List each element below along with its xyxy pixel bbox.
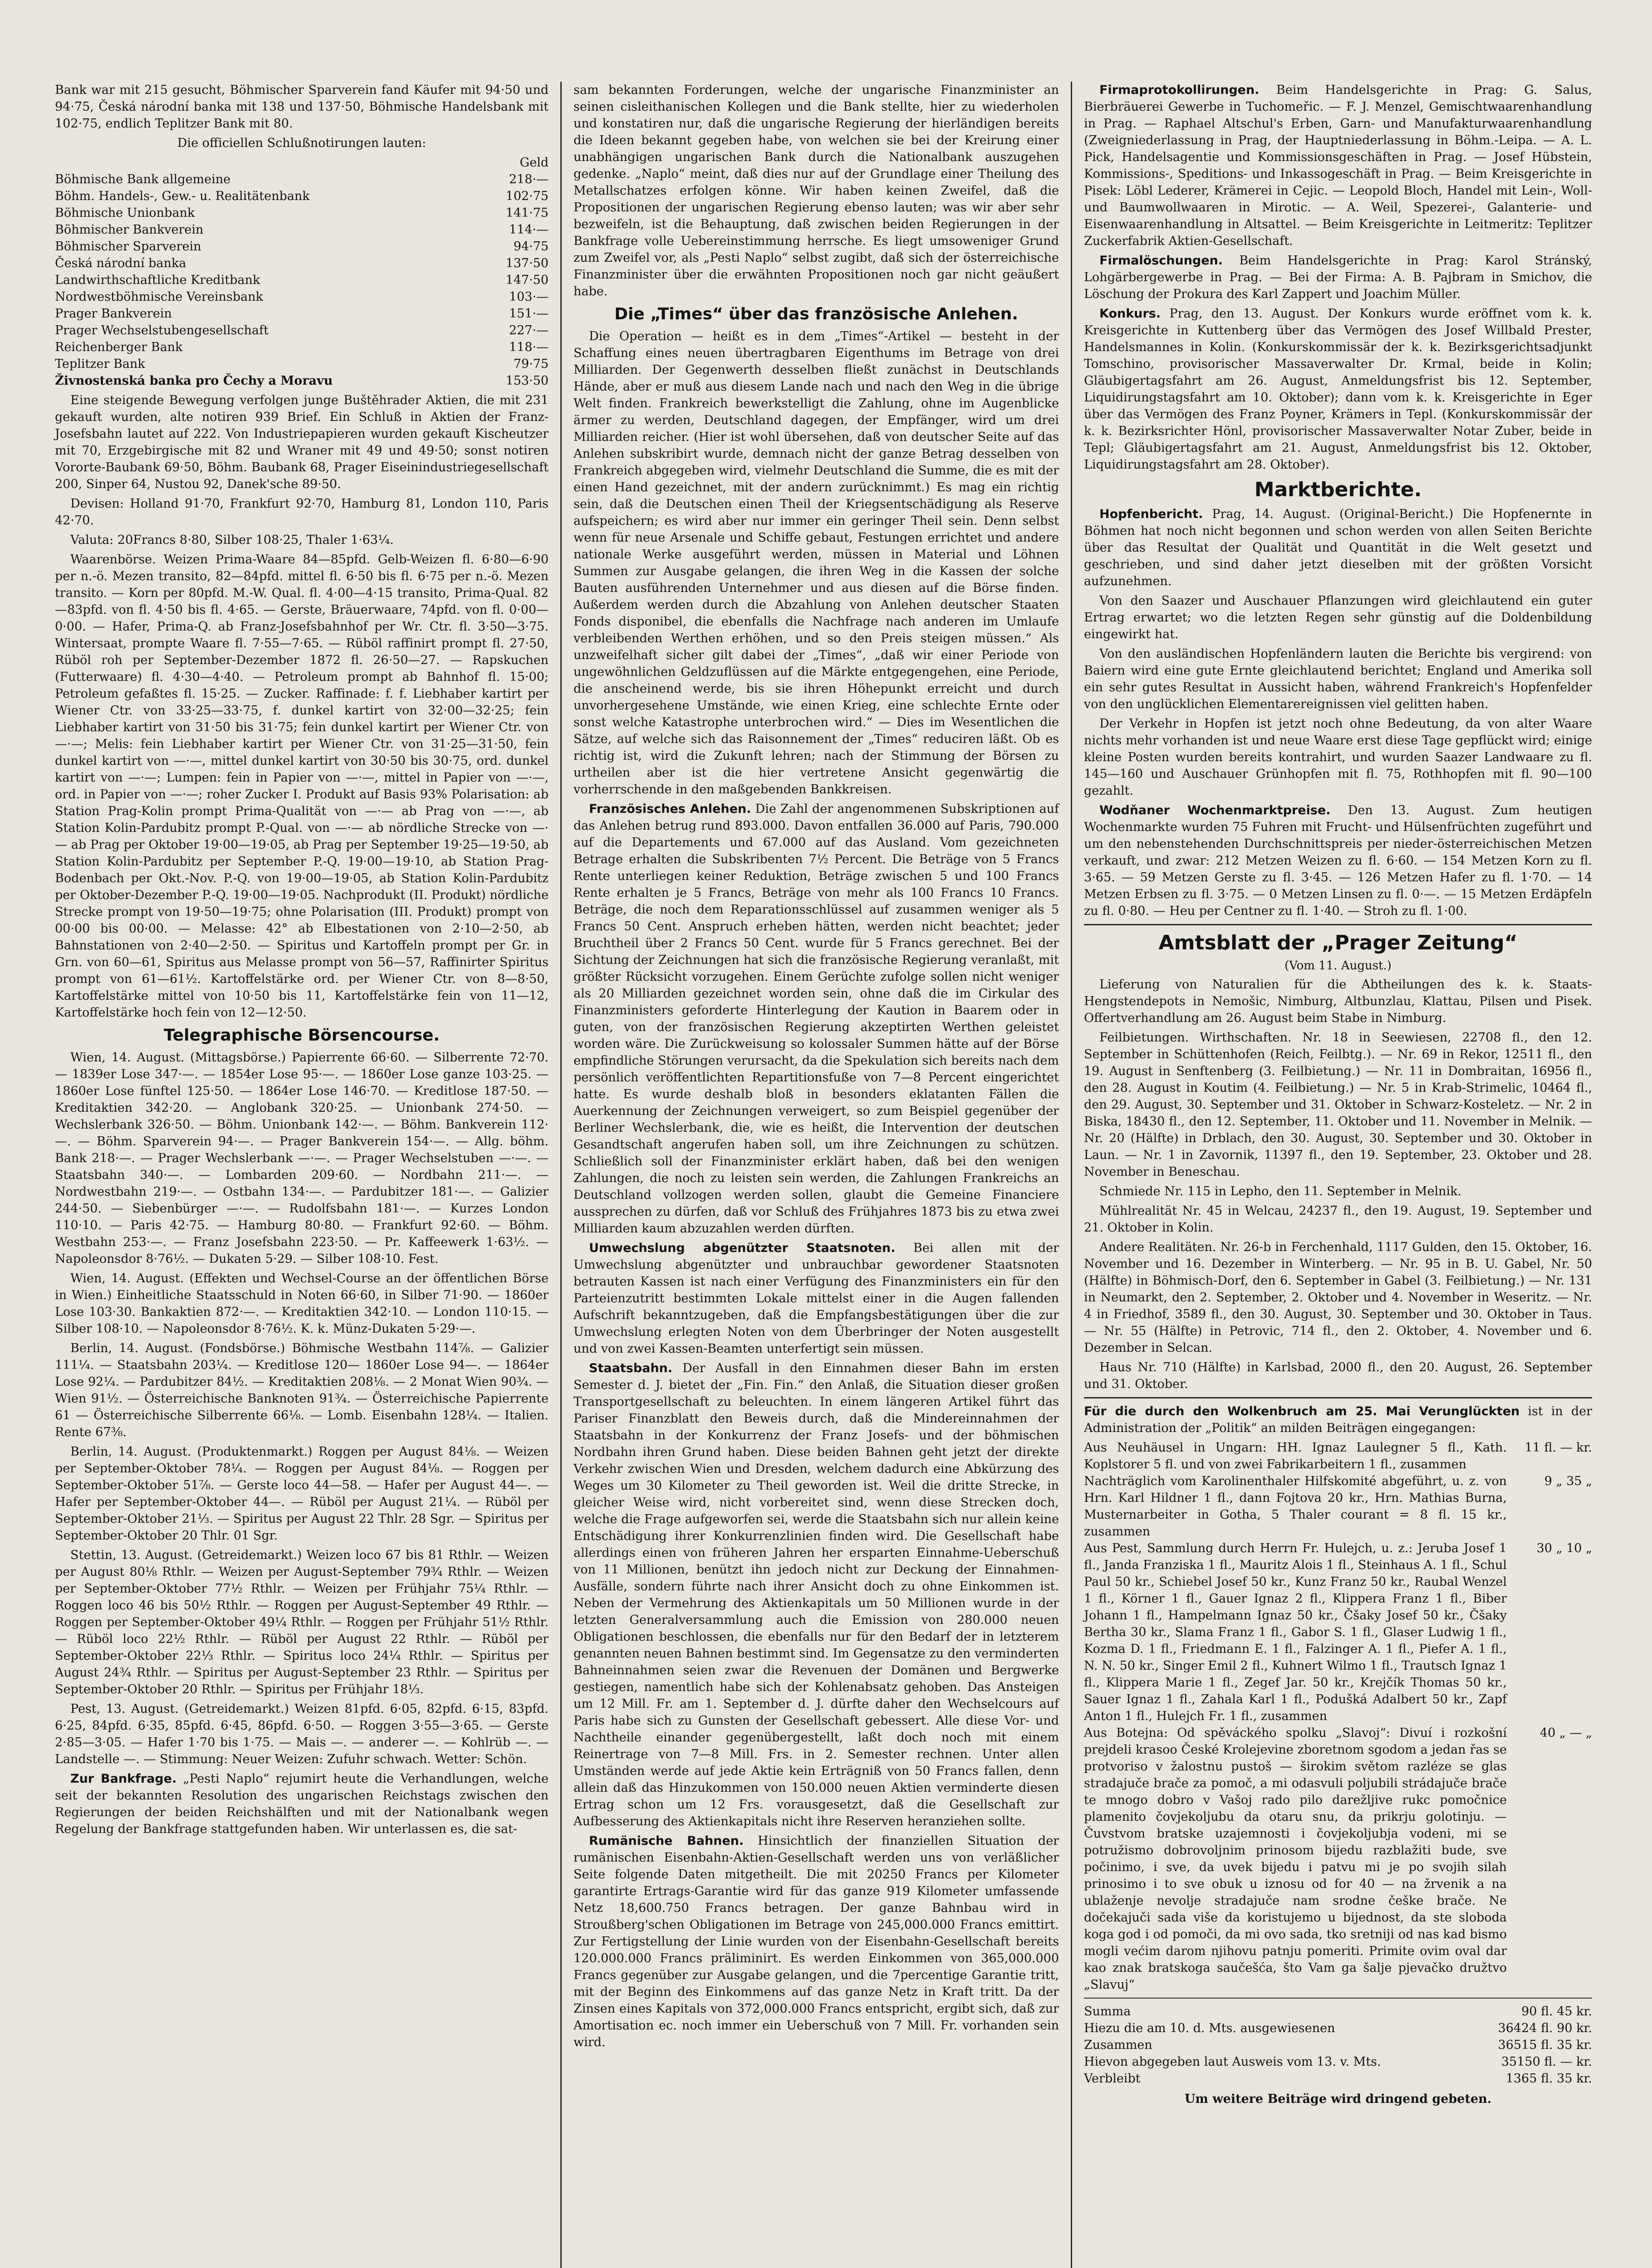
wodnan-market-heading: Wodňaner Wochenmarktpreise.: [1099, 803, 1331, 817]
hop-report-paragraph-3: Von den ausländischen Hopfenländern lauten die Berichte bis vergirend: von Baiern wird eine gute Ernte gleichlautend berichtet; England und Amerika soll ein sehr gutes Resultat in Aussicht haben, während Frankreich's Hopfenfelder von den unglücklichen Elementarereignissen viel gelitten haben.: [1084, 647, 1592, 711]
quote-row: Böhmischer Bankverein 114·—: [55, 223, 549, 237]
firm-registrations-paragraph: Firmaprotokollirungen. Beim Handelsgerichte in Prag: G. Salus, Bierbräuerei Gewerbe in Tuchomeřic. — F. J. Menzel, Gemischtwaarenhandlung in Prag. — Raphael Altschul's Erben, Garn- und Manufakturwaarenhandlung (Zweigniederlassung in Prag, der Hauptniederlassung in Böhm.-Leipa. — A. L. Pick, Handelsagentie und Kommissionsgeschäften in Prag. — Josef Hübstein, Kommissions-, Speditions- und Inkassogeschäft in Prag. — Beim Kreisgerichte in Pisek: Löbl Lederer, Krämerei in Cejic. — Leopold Bloch, Handel mit Lein-, Woll- und Baumwollwaaren in Mirotic. — A. Weil, Spezerei-, Galanterie- und Eisenwaarenhandlung in Altsattel. — Beim Kreisgerichte in Leitmeritz: Teplitzer Zuckerfabrik Aktien-Gesellschaft.: [1084, 83, 1592, 248]
column-3: [1071, 82, 1604, 2268]
wien-effekten-paragraph: Wien, 14. August. (Effekten und Wechsel-Course an der öffentlichen Börse in Wien.) Einheitliche Staatsschuld in Noten 66·60, in Silber 71·90. — 1860er Lose 103·30. Bankaktien 872·—. — Kreditaktien 342·10. — London 110·15. — Silber 108·10. — Napoleonsdor 8·76½. K. k. Münz-Dukaten 5·29·—.: [55, 1271, 549, 1336]
exchange-notes-paragraph: Umwechslung abgenützter Staatsnoten. Bei allen mit der Umwechslung abgenützter und unbrauchbar gewordener Staatsnoten betrauten Kassen ist nach einer Verfügung des Finanzministers ein für den Parteienzutritt bestimmten Lokale mittelst einer in die Augen fallenden Aufschrift bekanntzugeben, daß die Empfangsbestätigungen über die zur Umwechslung erlegten Noten von dem Überbringer der Noten ausgestellt und von zwei Kassen-Beamten unterfertigt sein müssen.: [574, 1241, 1059, 1356]
quote-row: Böhm. Handels-, Gew.- u. Realitätenbank 102·75: [55, 189, 549, 203]
quote-row: Prager Bankverein 151·—: [55, 307, 549, 321]
exchange-notes-heading: Umwechslung abgenützter Staatsnoten.: [589, 1241, 896, 1255]
times-paragraph: Die Operation — heißt es in dem „Times“-Artikel — besteht in der Schaffung eines neuen übertragbaren Eigenthums im Betrage von drei Milliarden. Der Gegenwerth desselben fließt zunächst in Deutschlands Hände, aber er muß aus diesem Lande nach und nach den Weg in die übrige Welt finden. Frankreich bewerkstelligt die Zahlung, ohne im Augenblicke ärmer zu werden, Deutschland dagegen, der Empfänger, wird um drei Milliarden reicher. (Hier ist wohl übersehen, daß von deutscher Seite auf das Anlehen subskribirt wurde, demnach nicht der ganze Betrag desselben von Frankreich abgegeben wird, vielmehr Deutschland die Summe, die es mit der einen Hand gezeichnet, mit der andern zurücknimmt.) Es mag ein richtig sein, daß die Deutschen einen Theil der Kriegsentschädigung als Reserve aufspeichern; es wird aber nur immer ein geringer Theil sein. Denn selbst wenn für neue Arsenale und Schiffe gebaut, Festungen errichtet und andere nationale Werke ausgeführt werden, müssen in Material und Löhnen Summen zur Ausgabe gelangen, die ihren Weg in die Kassen der solche Bauten ausführenden Unternehmer und aus diesen auf die Börse finden. Außerdem werden durch die Abzahlung von Anlehen deutscher Staaten Fonds disponibel, die ebenfalls die Nachfrage nach anderen im Umlaufe verbleibenden Werthen erhöhen, und so den Preis steigen müssen.“ Als unzweifelhaft sicher gilt dabei der „Times“, „daß wir einer Periode von ungewöhnlichen Geldzuflüssen auf die Märkte entgegengehen, eine Periode, die anscheinend werde, bis sie ihren Höhepunkt erreicht und durch unvorhergesehene Umstände, wie einen Krieg, eine schlechte Ernte oder sonst welche Katastrophe unterbrochen wird.“ — Dies im Wesentlichen die Sätze, auf welche sich das Raisonnement der „Times“ reduciren läßt. Ob es richtig ist, wird die Zukunft lehren; nach der Stimmung der Börsen zu urtheilen aber ist die hier vertretene Ansicht gegenwärtig die vorherrschende in den maßgebenden Bankkreisen.: [574, 329, 1059, 797]
quote-row: Reichenberger Bank 118·—: [55, 340, 549, 354]
hop-report-paragraph-2: Von den Saazer und Auschauer Pflanzungen wird gleichlautend ein guter Ertrag erwartet; wo die letzten Regen sehr günstig auf die Doldenbildung eingewirkt hat.: [1084, 594, 1592, 641]
quote-row: Landwirthschaftliche Kreditbank 147·50: [55, 273, 549, 287]
waarenboerse-paragraph: Waarenbörse. Weizen Prima-Waare 84—85pfd. Gelb-Weizen fl. 6·80—6·90 per n.-ö. Mezen transito, 82—84pfd. mittel fl. 6·50 bis fl. 6·75 per n.-ö. Mezen transito. — Korn per 80pfd. M.-W. Qual. fl. 4·00—4·15 transito, Prima-Qual. 82—83pfd. von fl. 4·50 bis fl. 4·65. — Gerste, Bräuerwaare, 74pfd. von fl. 0·00—0·00. — Hafer, Prima-Q. ab Franz-Josefsbahnhof per Wr. Ctr. fl. 3·50—3·75. Wintersaat, prompte Waare fl. 7·55—7·65. — Rüböl raffinirt prompt fl. 27·50, Rüböl roh per September-Dezember 1872 fl. 26·50—27. — Rapskuchen (Futterwaare) fl. 4·30—4·40. — Petroleum prompt ab Bahnhof fl. 15·00; Petroleum gefaßtes fl. 15·25. — Zucker. Raffinade: f. f. Liebhaber kartirt per Wiener Ctr. von 33·25—33·75, f. dunkel kartirt von 32·00—32·25; fein Liebhaber kartirt von 31·50 bis 31·75; fein dunkel kartirt per Wiener Ctr. von —·—; Melis: fein Liebhaber kartirt per Wiener Ctr. von 31·25—31·50, fein dunkel kartirt von —·—, mittel dunkel kartirt von 30·50 bis 30·75, ord. dunkel kartirt von —·—; Lumpen: fein in Papier von —·—, mittel in Papier von —·—, ord. in Papier von —·—; roher Zucker I. Produkt auf Basis 93% Polarisation: ab Station Prag-Kolin prompt Prima-Qualität von —·— ab Prag von —·—, ab Station Kolin-Pardubitz prompt P.-Qual. von —·— ab nördliche Strecke von —·— ab Prag per Oktober 19·00—19·05, ab Prag per September 19·25—19·50, ab Station Kolin-Pardubitz per September P.-Q. 19·00—19·10, ab Station Prag-Bodenbach per Okt.-Nov. P.-Q. von 19·00—19·05, ab Station Kolin-Pardubitz per Oktober-Dezember P.-Q. 19·00—19·05. Nachprodukt (II. Produkt) nördliche Strecke prompt von 19·50—19·75; ohne Polarisation (III. Produkt) prompt von 00·00 bis 00·00. — Melasse: 42° ab Elbestationen von 2·10—2·50, ab Bahnstationen von 2·40—2·50. — Spiritus und Kartoffeln prompt per Gr. in Grn. von 60—61, Spiritus aus Melasse prompt von 56—57, Raffinirter Spiritus prompt von 61—61½. Kartoffelstärke ord. per Wiener Ctr. von 8—8·50, Kartoffelstärke mittel von 10·50 bis 11, Kartoffelstärke fein von 11—12, Kartoffelstärke hoch fein von 12—12·50.: [55, 552, 549, 1020]
quote-row: Prager Wechselstubengesellschaft 227·—: [55, 323, 549, 337]
donation-entry: Aus Neuhäusel in Ungarn: HH. Ignaz Laulegner 5 fl., Kath. Koplstorer 5 fl. und von zwei Fabrikarbeitern 1 fl., zusammen 11 fl. — kr.: [1084, 1441, 1592, 1471]
romanian-rail-paragraph: Rumänische Bahnen. Hinsichtlich der finanziellen Situation der rumänischen Eisenbahn-Aktien-Gesellschaft werden uns von verläßlicher Seite folgende Daten mitgetheilt. Die mit 20250 Francs per Kilometer garantirte Ertrags-Garantie wird für das ganze 919 Kilometer umfassende Netz 18,600.750 Francs betragen. Der ganze Bahnbau wird in Stroußberg'schen Obligationen im Betrage von 245,000.000 Francs emittirt. Zur Fertigstellung der Linie wurden von der Eisenbahn-Gesellschaft bereits 120.000.000 Francs präliminirt. Es werden Einkommen von 365,000.000 Francs gegenüber zur Ausgabe gelangen, und die 7percentige Garantie tritt, mit der Beginn des Einkommens auf das ganze Netz in Kraft tritt. Da der Zinsen eines Kapitals von 372,000.000 Francs entspricht, ergibt sich, daß zur Amortisation ec. noch immer ein Ueberschuß von 7 Mill. Fr. vorhanden sein wird.: [574, 1834, 1059, 2049]
total-row: Zusammen 36515 fl. 35 kr.: [1084, 2038, 1592, 2052]
section-divider: [1084, 924, 1592, 925]
official-gazette-heading: Amtsblatt der „Prager Zeitung“: [1158, 931, 1518, 954]
french-loan-paragraph: Französisches Anlehen. Die Zahl der angenommenen Subskriptionen auf das Anlehen betrug rund 893.000. Davon entfallen 36.000 auf Paris, 790.000 auf die Departements und 67.000 auf das Ausland. Vom gezeichneten Betrage erhalten die Subskribenten 7½ Percent. Die Beträge von 5 Francs Rente unterliegen keiner Reduktion, Beträge zwischen 5 und 100 Francs Rente erhalten je 5 Francs, Beträge von mehr als 100 Francs 10 Francs. Beträge, die noch dem Reparationsschlüssel auf zusammen weniger als 5 Francs 50 Cent. Anspruch erheben hätten, werden nicht beachtet; jeder Bruchtheil über 2 Francs 50 Cent. wurde für 5 Francs gerechnet. Bei der Sichtung der Zeichnungen hat sich die französische Regierung veranlaßt, mit größter Rücksicht vorzugehen. Einem Gerüchte zufolge sollen nicht weniger als 20 Milliarden gezeichnet worden sein, ohne daß die im Cirkular des Finanzministers geforderte Hinterlegung der Kaution in Baarem oder in guten, von der französischen Regierung akzeptirten Werthen geleistet worden wäre. Die Zurückweisung so kolossaler Summen hätte auf der Börse empfindliche Störungen verursacht, da die Spekulation sich bereits nach dem persönlich veröffentlichten Repartitionsfuße von 7—8 Percent eingerichtet hatte. Es wurde deshalb bloß in besonders eklatanten Fällen die Auerkennung der Zeichnungen verweigert, so zum Beispiel gegenüber der Berliner Wechslerbank, die, wie es heißt, die Intervention der deutschen Gesandtschaft angerufen haben soll, um ihre Zeichnungen zu schützen. Schließlich soll der Finanzminister erklärt haben, daß bei den wenigen Zahlungen, die noch zu leisten sein werden, die Zahlungen Frankreichs an Deutschland vollzogen werden sollen, glaubt die Gemeine Financiere aussprechen zu dürfen, daß vor Schluß des Frühjahres 1873 bis zu etwa zwei Milliarden kaum abzuzahlen werden dürften.: [574, 802, 1059, 1236]
donations-intro: Für die durch den Wolkenbruch am 25. Mai Verunglückten ist in der Administration der „Politik“ an milden Beiträgen eingegangen:: [1084, 1404, 1592, 1435]
hop-report-heading: Hopfenbericht.: [1099, 507, 1203, 521]
sent-row: Hievon abgegeben laut Ausweis vom 13. v. Mts. 35150 fl. — kr.: [1084, 2055, 1592, 2069]
donations-heading: Für die durch den Wolkenbruch am 25. Mai Verunglückten: [1084, 1404, 1520, 1418]
bankruptcy-paragraph: Konkurs. Prag, den 13. August. Der Konkurs wurde eröffnet vom k. k. Kreisgerichte in Kuttenberg über das Vermögen des Josef Willbald Prester, Handelsmannes in Kolin. (Konkurskommissär der k. k. Bezirksgerichtsadjunkt Tomschino, provisorischer Massaverwalter Dr. Krmal, beide in Kolin; Gläubigertagsfahrt am 26. August, Anmeldungsfrist bis 12. September, Liquidirungstagsfahrt am 10. Oktober); dann vom k. k. Kreisgerichte in Eger über das Vermögen des Franz Poyner, Krämers in Tepl. (Konkurskommissär der k. k. Bezirksrichter Hönl, provisorischer Massaverwalter Notar Zuber, beide in Tepl; Gläubigertagsfahrt am 21. August, Anmeldungsfrist bis 12. Oktober, Liquidirungstagsfahrt am 28. Oktober).: [1084, 307, 1592, 472]
firm-deletions-heading: Firmalöschungen.: [1099, 254, 1223, 268]
bankruptcy-heading: Konkurs.: [1099, 307, 1161, 321]
donations-footer: Um weitere Beiträge wird dringend gebeten.: [1184, 2092, 1492, 2106]
berlin-fonds-paragraph: Berlin, 14. August. (Fondsbörse.) Böhmische Westbahn 114⅞. — Galizier 111¼. — Staatsbahn 203¼. — Kreditlose 120— 1860er Lose 94—. — 1864er Lose 92¼. — Pardubitzer 84½. — Kreditaktien 208⅛. — 2 Monat Wien 90¾. — Wien 91½. — Österreichische Banknoten 91¾. — Österreichische Papierrente 61 — Österreichische Silberrente 66⅛. — Lomb. Eisenbahn 128¼. — Italien. Rente 67⅜.: [55, 1341, 549, 1439]
quote-row: Böhmischer Sparverein 94·75: [55, 240, 549, 254]
donation-entry: Aus Pest, Sammlung durch Herrn Fr. Hulejch, u. z.: Jeruba Josef 1 fl., Janda Franziska 1 fl., Mauritz Alois 1 fl., Steinhaus A. 1 fl., Schul Paul 50 kr., Schiebel Josef 50 kr., Kunz Franz 50 kr., Raubal Wenzel 1 fl., Körner 1 fl., Gauer Ignaz 2 fl., Klippera Franz 1 fl., Biber Johann 1 fl., Hampelmann Ignaz 50 kr., Čšaky Josef 50 kr., Čšaky Bertha 30 kr., Slama Franz 1 fl., Gabor S. 1 fl., Glaser Ludwig 1 fl., Kozma D. 1 fl., Friedmann E. 1 fl., Falzinger A. 1 fl., Piefer A. 1 fl., N. N. 50 kr., Singer Emil 2 fl., Kuhnert Wilmo 1 fl., Trautsch Ignaz 1 fl., Klippera Marie 1 fl., Zegef Jar. 50 kr., Krejčík Thomas 50 kr., Sauer Ignaz 1 fl., Zahala Karl 1 fl., Podušká Adalbert 50 kr., Zapf Anton 1 fl., Hulejch Fr. 1 fl., zusammen 30 „ 10 „: [1084, 1541, 1592, 1723]
quote-row: Nordwestböhmische Vereinsbank 103·—: [55, 290, 549, 304]
wodnan-market-paragraph: Wodňaner Wochenmarktpreise. Den 13. August. Zum heutigen Wochenmarkte wurden 75 Fuhren mit Frucht- und Hülsenfrüchten zugeführt und um den nebenstehenden Durchschnittspreis per nieder-österreichischen Metzen verkauft, und zwar: 212 Metzen Weizen zu fl. 6·60. — 154 Metzen Korn zu fl. 3·65. — 59 Metzen Gerste zu fl. 3·45. — 126 Metzen Hafer zu fl. 1·70. — 14 Metzen Erbsen zu fl. 3·75. — 0 Metzen Linsen zu fl. 0·—. — 15 Metzen Erdäpfeln zu fl. 0·80. — Heu per Centner zu fl. 1·40. — Stroh zu fl. 1·00.: [1084, 803, 1592, 918]
bankfrage-paragraph: Zur Bankfrage. „Pesti Naplo“ rejumirt heute die Verhandlungen, welche seit der bekannten Resolution des ungarischen Reichstags zwischen den Regierungen der beiden Reichshälften und mit der Nationalbank wegen Regelung der Bankfrage stattgefunden haben. Wir unterlassen es, die sat-: [55, 1772, 549, 1836]
bankfrage-heading: Zur Bankfrage.: [70, 1772, 177, 1786]
quote-row: Böhmische Unionbank 141·75: [55, 206, 549, 220]
french-loan-heading: Französisches Anlehen.: [589, 802, 751, 816]
sum-divider: [1084, 1998, 1592, 1999]
staatsbahn-heading: Staatsbahn.: [589, 1361, 673, 1375]
sum-row: Summa 90 fl. 45 kr.: [1084, 2004, 1592, 2019]
pest-paragraph: Pest, 13. August. (Getreidemarkt.) Weizen 81pfd. 6·05, 82pfd. 6·15, 83pfd. 6·25, 84pfd. 6·35, 85pfd. 6·45, 86pfd. 6·50. — Roggen 3·55—3·65. — Gerste 2·85—3·05. — Hafer 1·70 bis 1·75. — Mais —. — anderer —. — Kohlrüb —. — Landstelle —. — Stimmung: Neuer Weizen: Zufuhr schwach. Wetter: Schön.: [55, 1702, 549, 1766]
quote-list: [55, 154, 549, 389]
firm-deletions-paragraph: Firmalöschungen. Beim Handelsgerichte in Prag: Karol Stránský, Lohgärbergewerbe in Prag. — Bei der Firma: A. B. Pajbram in Smichov, die Löschung der Prokura des Karl Zappert und Joachim Müller.: [1084, 254, 1592, 301]
industrial-paragraph: Eine steigende Bewegung verfolgen junge Buštěhrader Aktien, die mit 231 gekauft wurden, alte notiren 939 Brief. Ein Schluß in Aktien der Franz-Josefsbahn lautet auf 222. Von Industriepapieren wurden gekauft Kischeutzer mit 70, Erzgebirgische mit 82 und Wraner mit 49 und 49·50; sonst notiren Vororte-Baubank 69·50, Böhm. Baubank 68, Prager Eiseinindustriegesellschaft 200, Sinper 64, Nustou 92, Danek'sche 89·50.: [55, 393, 549, 491]
gazette-auctions-paragraph: Feilbietungen. Wirthschaften. Nr. 18 in Seewiesen, 22708 fl., den 12. September in Schüttenhofen (Reich, Feilbtg.). — Nr. 69 in Rekor, 12511 fl., den 19. August in Senftenberg (3. Feilbietung.) — Nr. 11 in Dombraitan, 16956 fl., den 28. August in Koutim (4. Feilbietung.) — Nr. 5 in Krab-Strimelic, 10464 fl., den 29. August, 30. September und 31. Oktober in Schwarz-Kosteletz. — Nr. 2 in Biska, 18430 fl., den 12. September, 11. Oktober und 11. November in Melnik. — Nr. 20 (Hälfte) in Drblach, den 30. August, 30. September und 30. Oktober in Laun. — Nr. 1 in Zavornik, 11397 fl., den 19. September, 23. Oktober und 28. November in Beneschau.: [1084, 1031, 1592, 1179]
donation-entry: Aus Botejna: Od spěváckého spolku „Slavoj“: Divuí i rozkošní prejdeli krasoo České Krolejevine zboretnom sgodom a jedan řas se protvoriso v žalostnu pustoš — širokim světom razléze se glas stradajuče brače za pomoč, a mi odasvuli poljubili strádajuče brače te mnogo dobro v Vašoj rado pilo darežljive rukc pomočnice plamenito čovjekoljubu da otaru snu, da prikrju golotinju. — Čuvstvom bratske uzajemnosti i čovjekoljubja vodeni, mi se potružismo dobrovoljnim prinosom bijedu razblažiti bude, sve počinimo, i sve, da uvek bijedu i patvu mi je po svojih silah prinosimo i to sve obuk u iznosu od for 40 — na žrvenik a na ublaženje nevolje stradajuče nam srodne češke brače. Ne dočekajuči sada više da koristujemo u bijednost, da ste sloboda koga god i od pomoči, da mi ovo sada, tko sretniji od nas kad bismo mogli većim darom njihovu patnju pomeriti. Primite ovim oval dar kao znak bratskoga saučešća, što Vam ga šalje pjevačko družtvo „Slavuj“ 40 „ — „: [1084, 1726, 1592, 1992]
donation-entry: Nachträglich vom Karolinenthaler Hilfskomité abgeführt, u. z. von Hrn. Karl Hildner 1 fl., dann Fojtova 20 kr., Hrn. Mathias Burna, Musternarbeiter in Gotha, 5 Thaler courant = 8 fl. 15 kr., zusammen 9 „ 35 „: [1084, 1474, 1592, 1539]
market-reports-heading: Marktberichte.: [1254, 478, 1422, 501]
gazette-other-paragraph: Andere Realitäten. Nr. 26-b in Ferchenhald, 1117 Gulden, den 15. Oktober, 16. November und 16. Dezember in Winterberg. — Nr. 95 in B. U. Gabel, Nr. 50 (Hälfte) in Böhmisch-Dorf, den 6. September in Gabel (3. Feilbietung.) — Nr. 131 in Neumarkt, den 2. September, 2. Oktober und 4. November in Weseritz. — Nr. 4 in Friedhof, 3589 fl., den 30. August, 30. September und 30. Oktober in Taus. — Nr. 55 (Hälfte) in Petrovic, 714 fl., den 2. Oktober, 4. November und 6. Dezember in Selcan.: [1084, 1240, 1592, 1355]
firm-registrations-heading: Firmaprotokollirungen.: [1099, 83, 1260, 97]
bankfrage-continued: sam bekannten Forderungen, welche der ungarische Finanzminister an seinen cisleithanischen Kollegen und die Bank stellte, hier zu wiederholen und konstatiren nur, daß die ungarische Regierung der hierländigen bereits die Ideen bekannt gegeben habe, von welchen sie bei der Kreirung einer unabhängigen ungarischen Bank durch die Nationalbank auszugehen gedenke. „Naplo“ meint, daß dies nur auf der Grundlage einer Theilung des Metallschatzes erfolgen könne. Wir haben keinen Zweifel, daß die Propositionen der ungarischen Regierung ebenso lauten; was wir aber sehr bezweifeln, ist die Behauptung, daß zwischen beiden Regierungen in der Bankfrage volle Uebereinstimmung herrsche. Es liegt umsoweniger Grund zum Zweifel vor, als „Pesti Naplo“ selbst zugibt, daß sich der österreichische Finanzminister über die erwähnten Propositionen noch gar nicht geäußert habe.: [574, 83, 1059, 298]
gazette-house-paragraph: Haus Nr. 710 (Hälfte) in Karlsbad, 2000 fl., den 20. August, 26. September und 31. Oktober.: [1084, 1360, 1592, 1391]
column-1: [43, 82, 560, 2268]
bank-intro: Bank war mit 215 gesucht, Böhmischer Sparverein fand Käufer mit 94·50 und 94·75, Česká národní banka mit 138 und 137·50, Böhmische Handelsbank mit 102·75, endlich Teplitzer Bank mit 80.: [55, 83, 549, 131]
romanian-rail-heading: Rumänische Bahnen.: [589, 1834, 744, 1848]
remaining-row: Verbleibt 1365 fl. 35 kr.: [1084, 2072, 1592, 2086]
stettin-paragraph: Stettin, 13. August. (Getreidemarkt.) Weizen loco 67 bis 81 Rthlr. — Weizen per August 80⅛ Rthlr. — Weizen per August-September 79¾ Rthlr. — Weizen per September-Oktober 77½ Rthlr. — Weizen per Frühjahr 75¼ Rthlr. — Roggen loco 46 bis 50½ Rthlr. — Roggen per August-September 49 Rthlr. — Roggen per September-Oktober 49¼ Rthlr. — Roggen per Frühjahr 51½ Rthlr. — Rüböl loco 22½ Rthlr. — Rüböl per August 22 Rthlr. — Rüböl per September-Oktober 22⅓ Rthlr. — Spiritus loco 24¼ Rthlr. — Spiritus per August 24¾ Rthlr. — Spiritus per August-September 23 Rthlr. — Spiritus per September-Oktober 20 Rthlr. — Spiritus per Frühjahr 18⅓.: [55, 1548, 549, 1696]
staatsbahn-paragraph: Staatsbahn. Der Ausfall in den Einnahmen dieser Bahn im ersten Semester d. J. bietet der „Fin. Fin.“ den Anlaß, die Situation dieser großen Transportgesellschaft zu beleuchten. In einem längeren Artikel führt das Pariser Finanzblatt den Beweis durch, daß die Mindereinnahmen der Staatsbahn in der Konkurrenz der Franz Josefs- und der böhmischen Nordbahn ihren Grund haben. Diese beiden Bahnen geht jetzt der direkte Verkehr zwischen Wien und Dresden, welchem dadurch eine Abkürzung des Weges um 30 Kilometer zu Theil geworden ist. Weil die dritte Strecke, in gleicher Weise wird, nicht vorbereitet sind, wenn diese Strecken doch, welche die Frage aufgeworfen sei, werde die Staatsbahn sich nur allein keine Entschädigung ihrer Konkurrenzlinien finden wird. Die Gesellschaft habe allerdings einen von früheren Jahren her ersparten Einnahme-Ueberschuß von 11 Millionen, benützt ihn jedoch nicht zur Deckung der Einnahmen-Ausfälle, sondern führte nach ihrer Ansicht doch zu ohne Einkommen ist. Neben der Vermehrung des Aktienkapitals um 50 Millionen wurde in der letzten Generalversammlung auch die Emission von 280.000 neuen Obligationen beschlossen, die ebenfalls nur für den Bedarf der in letzterem genannten neuen Bahnen bestimmt sind. Im Gegensatze zu den verminderten Bahneinnahmen seien zwar die Revenuen der Domänen und Bergwerke gestiegen, namentlich habe sich der Kohlenabsatz gehoben. Das Ansteigen um 12 Mill. Fr. am 1. September d. J. dürfte daher den Wechselcours auf Paris habe sich zu Gunsten der Gesellschaft gebessert. Alle diese Vor- und Nachtheile einander gegenübergestellt, laßt doch noch mit einem Reinertrage von 7—8 Mill. Frs. in 2. Semester rechnen. Unter allen Umständen werde auf jede Aktie kein Erträgniß von 50 Francs fallen, denn allein daß das Hinzukommen von 150.000 neuen Aktien verminderte diesen Ertrag schon um 12 Frs. vorausgesetzt, daß die Gesellschaft zur Aufbesserung des Aktienkapitals nicht ihre Reserven heranziehen sollte.: [574, 1361, 1059, 1828]
devisen-paragraph: Devisen: Holland 91·70, Frankfurt 92·70, Hamburg 81, London 110, Paris 42·70.: [55, 497, 549, 528]
quote-row: Teplitzer Bank 79·75: [55, 357, 549, 371]
telegraph-heading: Telegraphische Börsencourse.: [163, 1026, 440, 1045]
newspaper-page: [43, 82, 1604, 2268]
gazette-smithy-paragraph: Schmiede Nr. 115 in Lepho, den 11. September in Melnik.: [1099, 1184, 1462, 1198]
quote-row: Živnostenská banka pro Čechy a Moravu 153·50: [55, 374, 549, 388]
list-header: Geld: [520, 156, 549, 170]
quote-row: Böhmische Bank allgemeine 218·—: [55, 172, 549, 186]
valuta-paragraph: Valuta: 20Francs 8·80, Silber 108·25, Thaler 1·63¼.: [70, 533, 394, 547]
previous-row: Hiezu die am 10. d. Mts. ausgewiesenen 36424 fl. 90 kr.: [1084, 2021, 1592, 2035]
hop-report-paragraph: Hopfenbericht. Prag, 14. August. (Original-Bericht.) Die Hopfenernte in Böhmen hat noch nicht begonnen und schon werden von allen Seiten Berichte über das Resultat der Qualität und Quantität in die Welt gesetzt und geschrieben, und sind daher jetzt dieselben mit der größten Vorsicht aufzunehmen.: [1084, 507, 1592, 588]
times-heading: Die „Times“ über das französische Anlehen.: [614, 305, 1018, 323]
quote-row: Česká národní banka 137·50: [55, 256, 549, 270]
list-title: Die officiellen Schlußnotirungen lauten:: [177, 136, 426, 150]
hop-report-paragraph-4: Der Verkehr in Hopfen ist jetzt noch ohne Bedeutung, da von alter Waare nichts mehr vorhanden ist und neue Waare erst diese Tage gepflückt wird; einige kleine Posten wurden bereits kontrahirt, und wurden Saazer Landwaare zu fl. 145—160 und Auschauer Grünhopfen mit fl. 75, Rothhopfen mit fl. 90—100 gezahlt.: [1084, 717, 1592, 798]
gazette-supply-paragraph: Lieferung von Naturalien für die Abtheilungen des k. k. Staats-Hengstendepots in Nemošic, Nimburg, Altbunzlau, Klattau, Pilsen und Pisek. Offertverhandlung am 26. August beim Stabe in Nimburg.: [1084, 978, 1592, 1025]
official-gazette-date: (Vom 11. August.): [1284, 959, 1392, 973]
wien-mittag-paragraph: Wien, 14. August. (Mittagsbörse.) Papierrente 66·60. — Silberrente 72·70. — 1839er Lose 347·—. — 1854er Lose 95·—. — 1860er Lose ganze 103·25. — 1860er Lose fünftel 125·50. — 1864er Lose 146·70. — Kreditlose 187·50. — Kreditaktien 342·20. — Anglobank 320·25. — Unionbank 274·50. — Wechslerbank 326·50. — Böhm. Unionbank 142·—. — Böhm. Bankverein 112·—. — Böhm. Sparverein 94·—. — Prager Bankverein 154·—. — Allg. böhm. Bank 218·—. — Prager Wechslerbank —·—. — Prager Wechselstuben —·—. — Staatsbahn 340·—. — Lombarden 209·60. — Nordbahn 211·—. — Nordwestbahn 219·—. — Ostbahn 134·—. — Pardubitzer 181·—. — Galizier 244·50. — Siebenbürger —·—. — Rudolfsbahn 181·—. — Kurzes London 110·10. — Paris 42·75. — Hamburg 80·80. — Frankfurt 92·60. — Böhm. Westbahn 253·—. — Franz Josefsbahn 223·50. — Pr. Kaffeewerk 1·63½. — Napoleonsdor 8·76½. — Dukaten 5·29. — Silber 108·10. Fest.: [55, 1051, 549, 1266]
section-divider: [1084, 1397, 1592, 1398]
berlin-produkt-paragraph: Berlin, 14. August. (Produktenmarkt.) Roggen per August 84⅛. — Weizen per September-Oktober 78¼. — Roggen per August 84⅛. — Roggen per September-Oktober 51⅞. — Gerste loco 44—58. — Hafer per August 44—. — Hafer per September-Oktober 44—. — Rüböl per August 21¼. — Rüböl per September-Oktober 21⅓. — Spiritus per August 22 Thlr. 28 Sgr. — Spiritus per September-Oktober 20 Thlr. 01 Sgr.: [55, 1445, 549, 1543]
gazette-mill-paragraph: Mühlrealität Nr. 45 in Welcau, 24237 fl., den 19. August, 19. September und 21. Oktober in Kolin.: [1084, 1204, 1592, 1235]
column-2: [560, 82, 1071, 2268]
